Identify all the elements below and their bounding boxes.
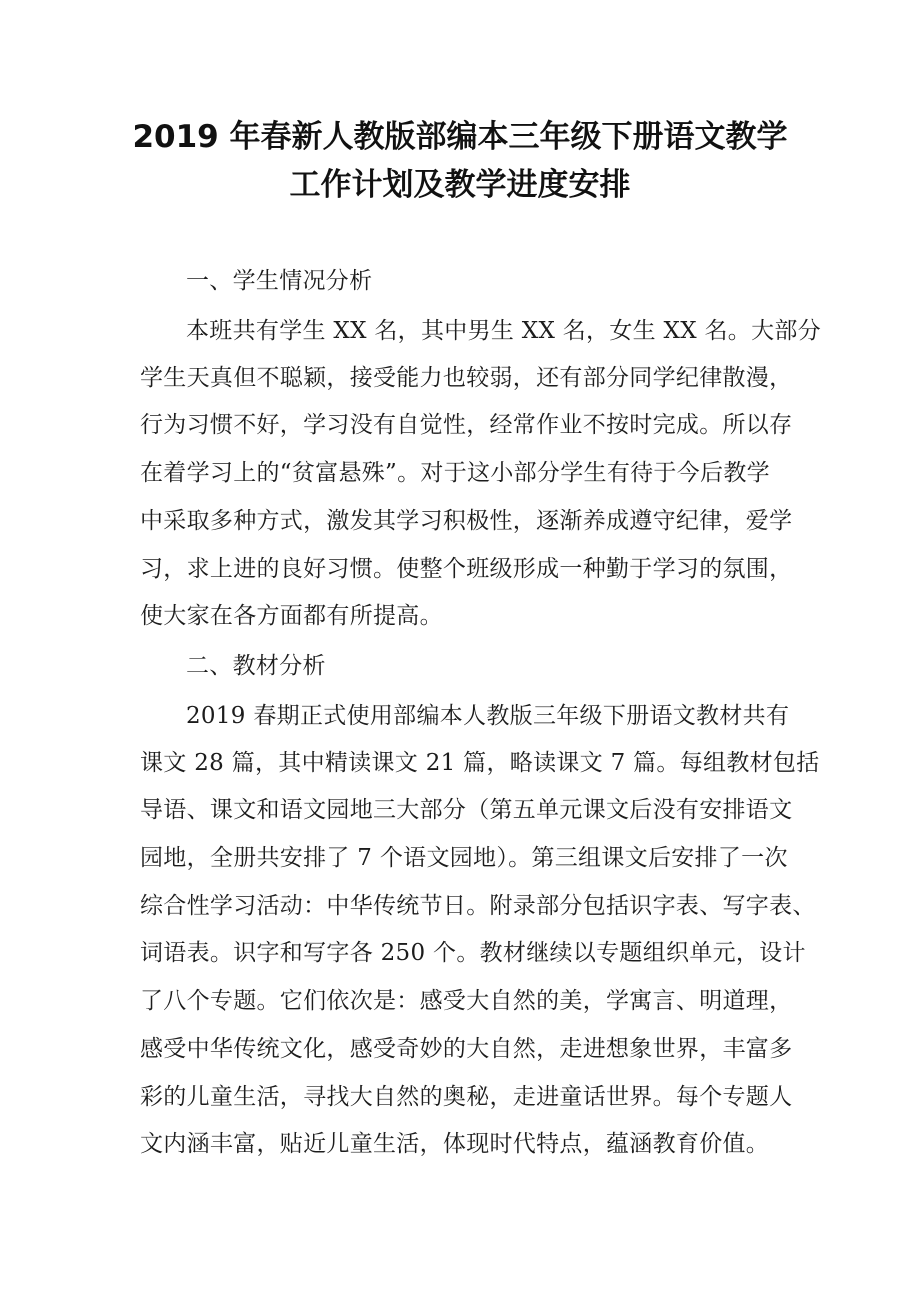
paragraph-line: 中采取多种方式，激发其学习积极性，逐渐养成遵守纪律，爱学 bbox=[140, 508, 793, 534]
paragraph-line: 彩的儿童生活，寻找大自然的奥秘，走进童话世界。每个专题人 bbox=[140, 1084, 793, 1110]
section-heading-textbook-analysis: 二、教材分析 bbox=[186, 653, 326, 679]
paragraph-line: 词语表。识字和写字各 250 个。教材继续以专题组织单元，设计 bbox=[140, 940, 806, 966]
paragraph-line: 在着学习上的“贫富悬殊”。对于这小部分学生有待于今后教学 bbox=[140, 460, 770, 486]
paragraph-line: 了八个专题。它们依次是：感受大自然的美，学寓言、明道理， bbox=[140, 988, 793, 1014]
paragraph-line: 学生天真但不聪颖，接受能力也较弱，还有部分同学纪律散漫， bbox=[140, 365, 793, 391]
document-title-line-2: 工作计划及教学进度安排 bbox=[289, 167, 631, 203]
document-title-line-1: 2019 年春新人教版部编本三年级下册语文教学 bbox=[132, 119, 788, 155]
paragraph-line: 习，求上进的良好习惯。使整个班级形成一种勤于学习的氛围， bbox=[140, 556, 793, 582]
paragraph-line: 课文 28 篇，其中精读课文 21 篇，略读课文 7 篇。每组教材包括 bbox=[140, 750, 820, 776]
paragraph-line: 感受中华传统文化，感受奇妙的大自然，走进想象世界，丰富多 bbox=[140, 1036, 793, 1062]
paragraph-line: 综合性学习活动：中华传统节日。附录部分包括识字表、写字表、 bbox=[140, 893, 816, 919]
paragraph-line: 导语、课文和语文园地三大部分（第五单元课文后没有安排语文 bbox=[140, 797, 793, 823]
paragraph-line: 2019 春期正式使用部编本人教版三年级下册语文教材共有 bbox=[186, 703, 790, 729]
paragraph-line: 园地，全册共安排了 7 个语文园地）。第三组课文后安排了一次 bbox=[140, 845, 788, 871]
paragraph-line: 本班共有学生 XX 名，其中男生 XX 名，女生 XX 名。大部分 bbox=[186, 318, 822, 344]
paragraph-line: 使大家在各方面都有所提高。 bbox=[140, 603, 443, 629]
paragraph-line: 行为习惯不好，学习没有自觉性，经常作业不按时完成。所以存 bbox=[140, 412, 793, 438]
paragraph-line: 文内涵丰富，贴近儿童生活，体现时代特点，蕴涵教育价值。 bbox=[140, 1131, 770, 1157]
section-heading-student-analysis: 一、学生情况分析 bbox=[186, 268, 373, 294]
